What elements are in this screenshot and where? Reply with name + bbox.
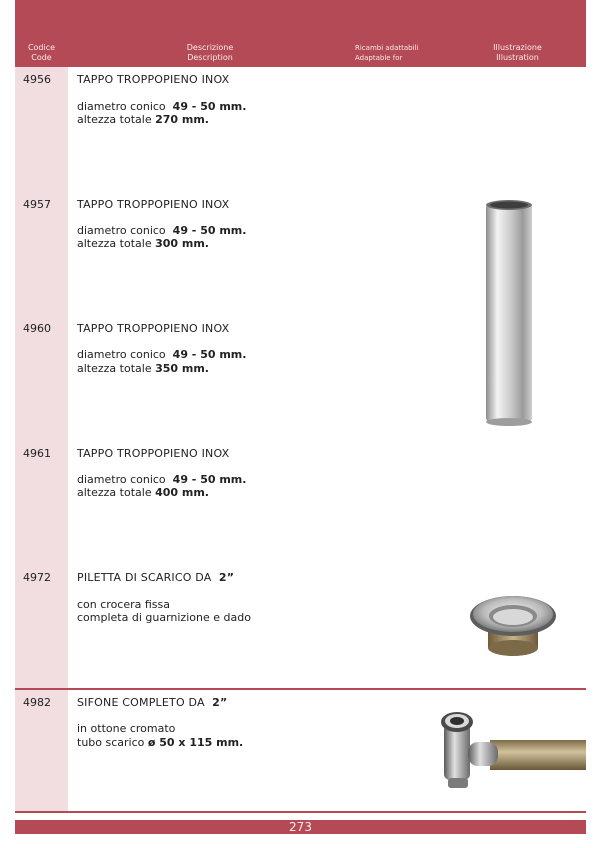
- item-title: TAPPO TROPPOPIENO INOX: [77, 73, 230, 86]
- item-spec: [77, 224, 246, 237]
- item-spec: completa di guarnizione e dado: [77, 611, 251, 624]
- header-desc-en: Description: [187, 53, 233, 62]
- steel-tube-illustration: [480, 198, 540, 430]
- spec-label: altezza totale: [77, 237, 152, 250]
- spec-value: 270 mm.: [155, 113, 209, 126]
- spec-label: diametro conico: [77, 473, 166, 486]
- item-spec: [77, 362, 209, 375]
- header-illus-it: Illustrazione: [493, 43, 542, 52]
- header-code-en: Code: [31, 53, 52, 62]
- header-adapt-en: Adaptable for: [355, 54, 403, 62]
- item-spec: con crocera fissa: [77, 598, 171, 611]
- spec-value: 49 - 50 mm.: [172, 100, 247, 113]
- spec-label: altezza totale: [77, 362, 152, 375]
- header-code: [15, 43, 68, 63]
- item-title: [77, 696, 227, 709]
- page-footer: [15, 820, 586, 834]
- header-illus-en: Illustration: [496, 53, 539, 62]
- header-description: [125, 43, 295, 63]
- spec-value: 400 mm.: [155, 486, 209, 499]
- spec-value: 300 mm.: [155, 237, 209, 250]
- item-code: 4957: [23, 198, 51, 211]
- item-spec: [77, 348, 246, 361]
- item-spec: [77, 237, 209, 250]
- item-code: 4960: [23, 322, 51, 335]
- spec-label: diametro conico: [77, 348, 166, 361]
- spec-value: 350 mm.: [155, 362, 209, 375]
- item-title: TAPPO TROPPOPIENO INOX: [77, 447, 230, 460]
- page-number: 273: [289, 820, 312, 834]
- title-text: SIFONE COMPLETO DA: [77, 696, 205, 709]
- drain-fitting-illustration: [468, 590, 558, 660]
- spec-label: altezza totale: [77, 113, 152, 126]
- item-spec: [77, 113, 209, 126]
- table-header: [15, 0, 586, 67]
- spec-value: 49 - 50 mm.: [172, 473, 247, 486]
- item-code: 4972: [23, 571, 51, 584]
- header-adaptable: [355, 43, 445, 63]
- item-title: TAPPO TROPPOPIENO INOX: [77, 322, 230, 335]
- title-text: PILETTA DI SCARICO DA: [77, 571, 212, 584]
- spec-value: ø 50 x 115 mm.: [147, 736, 244, 749]
- item-code: 4982: [23, 696, 51, 709]
- row-separator: [15, 688, 586, 690]
- spec-value: 49 - 50 mm.: [172, 224, 247, 237]
- spec-label: tubo scarico: [77, 736, 145, 749]
- item-code: 4961: [23, 447, 51, 460]
- item-title: TAPPO TROPPOPIENO INOX: [77, 198, 230, 211]
- spec-value: 49 - 50 mm.: [172, 348, 247, 361]
- title-size: 2”: [212, 696, 228, 709]
- spec-label: diametro conico: [77, 224, 166, 237]
- title-size: 2”: [218, 571, 235, 584]
- item-spec: [77, 486, 209, 499]
- siphon-illustration: [430, 706, 586, 792]
- header-desc-it: Descrizione: [186, 43, 234, 52]
- item-code: 4956: [23, 73, 51, 86]
- item-spec: [77, 100, 246, 113]
- item-spec: in ottone cromato: [77, 722, 176, 735]
- item-title: [77, 571, 234, 584]
- spec-label: diametro conico: [77, 100, 166, 113]
- spec-label: altezza totale: [77, 486, 152, 499]
- row-separator: [15, 811, 586, 813]
- header-code-it: Codice: [27, 43, 56, 52]
- header-illustration: [470, 43, 565, 63]
- item-spec: [77, 473, 246, 486]
- header-adapt-it: Ricambi adattabili: [355, 44, 419, 52]
- item-spec: [77, 736, 243, 749]
